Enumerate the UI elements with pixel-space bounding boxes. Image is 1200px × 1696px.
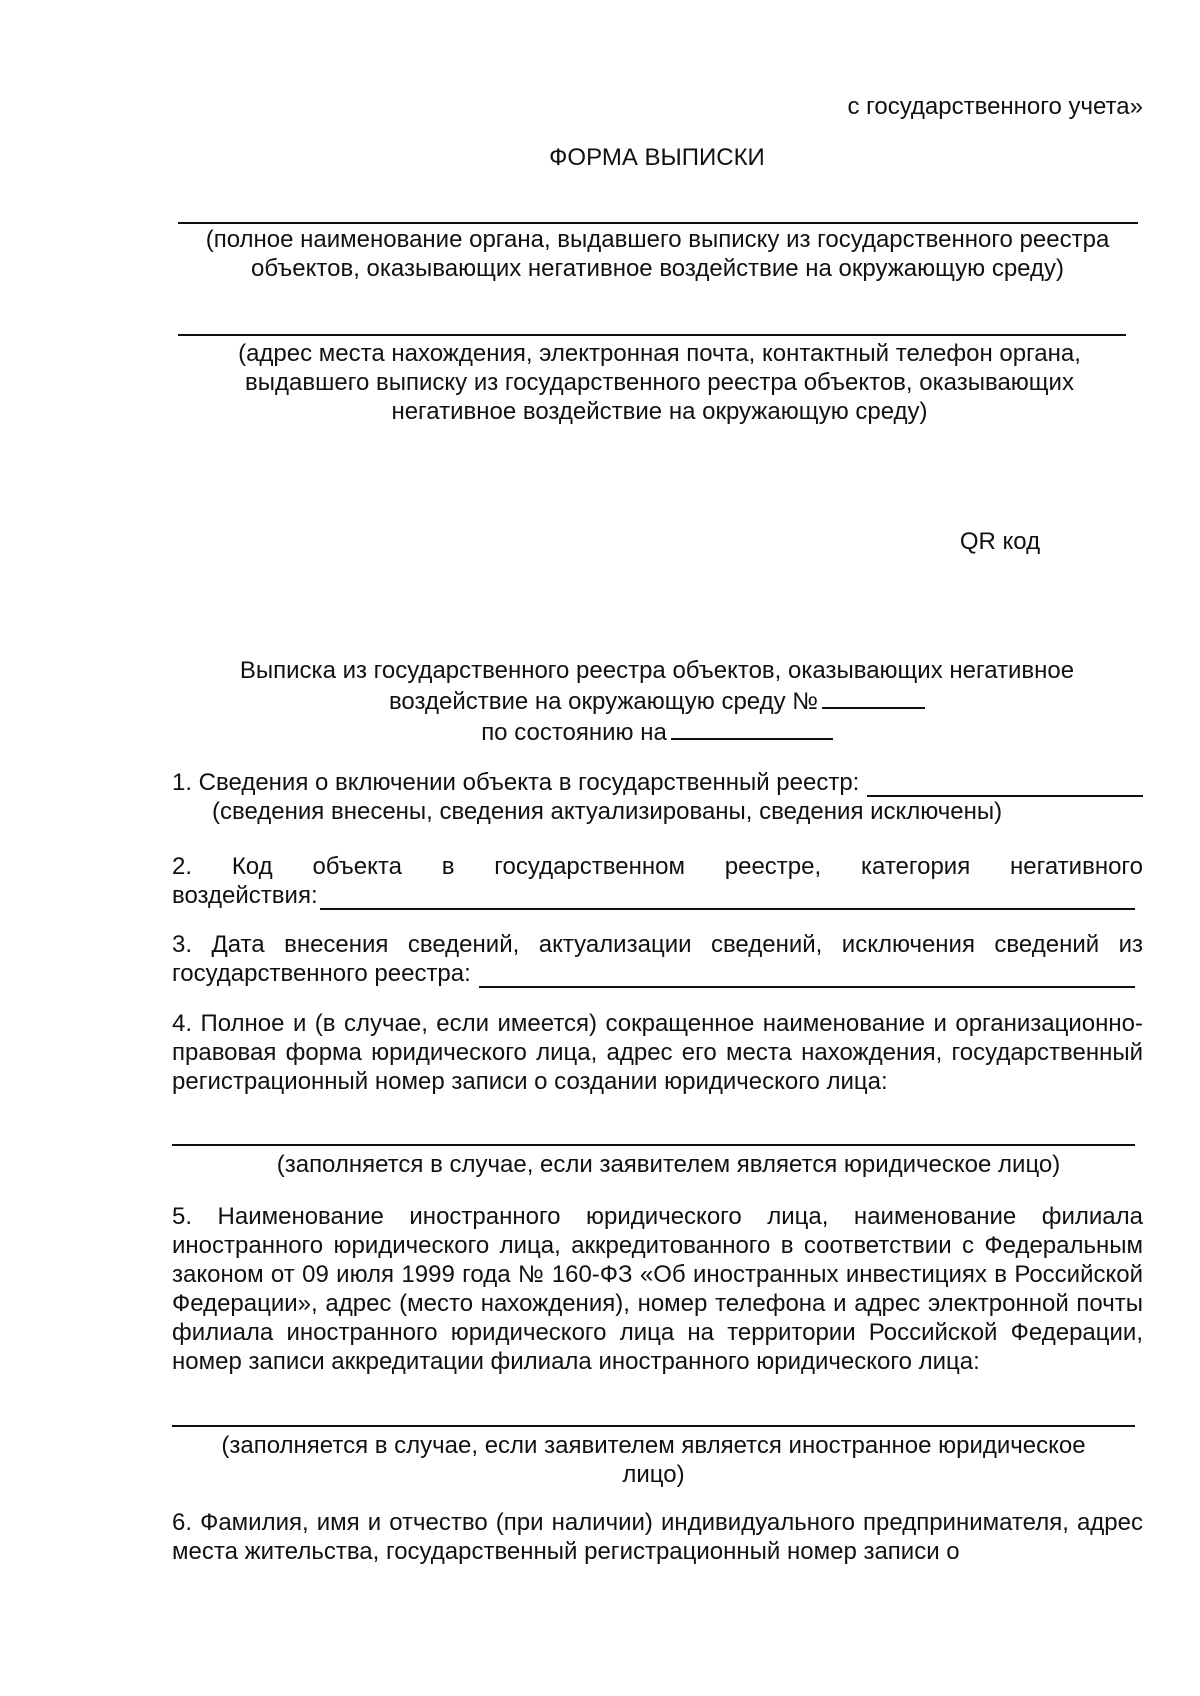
item-2-blank[interactable] (320, 886, 1135, 910)
extract-heading-line2 (172, 685, 1142, 716)
extract-heading-line3 (172, 716, 1142, 747)
item-5-text: 5. Наименование иностранного юридического лица, наименование филиала иностранного юридического лица, аккредитованного в соответствии с Федеральным законом от 09 июля 1999 года № 160-ФЗ «Об иностранных инвестициях в Российской Федерации», адрес (место нахождения), номер телефона и адрес электронной почты филиала иностранного юридического лица на территории Российской Федерации, номер записи аккредитации филиала иностранного юридического лица: (172, 1203, 1143, 1375)
item-3-cont (172, 959, 1135, 988)
item-2-text-cont: воздействия: (172, 882, 318, 909)
item-1 (172, 768, 1143, 826)
form-title: ФОРМА ВЫПИСКИ (549, 144, 765, 171)
item-1-caption: (сведения внесены, сведения актуализированы, сведения исключены) (212, 798, 1003, 825)
item-5-line (172, 1425, 1135, 1427)
item-1-blank[interactable] (867, 773, 1143, 797)
item-5-caption (172, 1431, 1135, 1489)
item-3-line1: 3. Дата внесения сведений, актуализации сведений, исключения сведений из (172, 931, 1143, 958)
item-5-caption-line1: (заполняется в случае, если заявителем является иностранное юридическое (221, 1432, 1086, 1459)
item-5-caption-line2: лицо) (622, 1461, 685, 1488)
organ-name-caption: (полное наименование органа, выдавшего выписку из государственного реестра объектов, оказывающих негативное воздействие на окружающую среду) (205, 226, 1110, 282)
item-2-line1: 2. Код объекта в государственном реестре, категория негативного (172, 853, 1143, 880)
header-continuation: с государственного учета» (847, 93, 1143, 120)
item-1-line (172, 768, 1143, 797)
qr-code-label: QR код (959, 528, 1041, 555)
item-4-caption: (заполняется в случае, если заявителем является юридическое лицо) (276, 1151, 1061, 1178)
item-1-text: 1. Сведения о включении объекта в государственный реестр: (172, 769, 860, 796)
item-4-text: 4. Полное и (в случае, если имеется) сокращенное наименование и организационно-правовая форма юридического лица, адрес его места нахождения, государственный регистрационный номер записи о создании юридического лица: (172, 1010, 1143, 1095)
item-3-text-cont: государственного реестра: (172, 960, 471, 987)
organ-address-line (178, 334, 1126, 336)
item-2-line2 (172, 881, 1143, 910)
item-2-cont (172, 881, 1135, 910)
extract-heading-line1: Выписка из государственного реестра объектов, оказывающих негативное (239, 657, 1075, 684)
item-3-line2 (172, 959, 1143, 988)
extract-heading (172, 656, 1142, 747)
extract-date-label: по состоянию на (481, 719, 667, 746)
extract-number-blank[interactable] (822, 685, 925, 709)
organ-address-caption: (адрес места нахождения, электронная почта, контактный телефон органа, выдавшего выписку из государственного реестра объектов, оказывающих негативное воздействие на окружающую среду) (238, 340, 1081, 425)
organ-name-line (178, 222, 1138, 224)
extract-date-blank[interactable] (671, 716, 833, 740)
extract-number-label: воздействие на окружающую среду № (388, 688, 819, 715)
item-3-blank[interactable] (479, 964, 1135, 988)
item-4-line (172, 1144, 1135, 1146)
item-6-text: 6. Фамилия, имя и отчество (при наличии) индивидуального предпринимателя, адрес места жительства, государственный регистрационный номер записи о (172, 1509, 1143, 1565)
